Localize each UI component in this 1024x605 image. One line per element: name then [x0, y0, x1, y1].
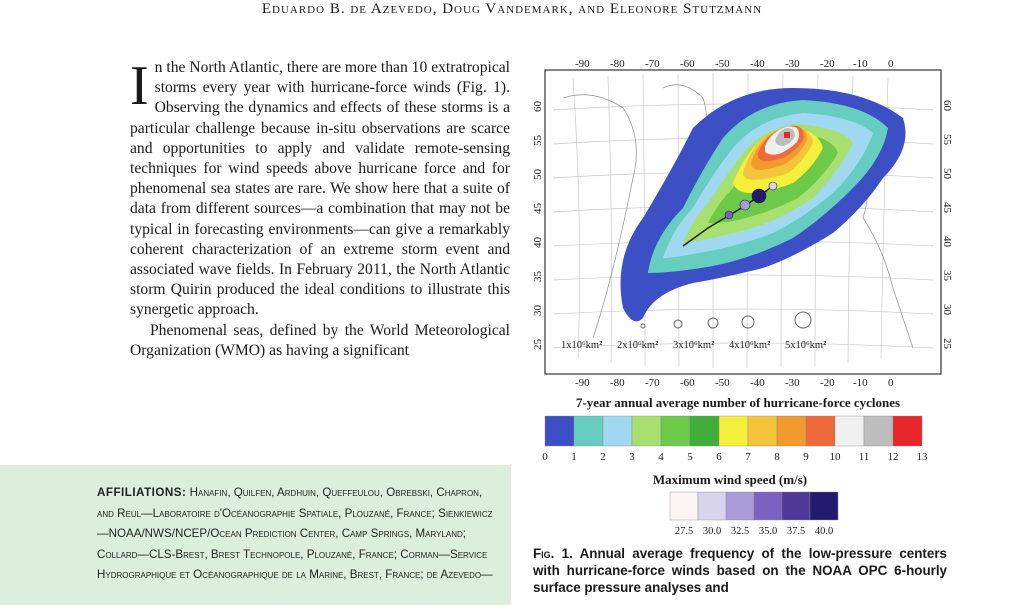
wind-tick: 40.0 — [814, 526, 834, 537]
paragraph-1-text: n the North Atlantic, there are more than 10 extratropical storms every year with hurricane-force winds (Fig. 1). Observing the dynamics and effects of these storms is a particular challenge because in-situ observations are scarce and opportunities to apply and validate remote-sensing techniques for wind speeds above hurricane force and for phenomenal sea states are rare. We show here that a suite of data from different sources—a combination that may not be typical in forecasting environments—can give a remarkably coherent characterization of an extreme storm event and associated wave fields. In February 2011, the North Atlantic storm Quirin produced the ideal conditions to illustrate this synergetic approach. — [130, 59, 510, 319]
colorbar-tick: 1 — [571, 451, 577, 463]
colorbar-tick: 2 — [600, 451, 606, 463]
size-legend-label: 1x10⁶km² — [561, 340, 603, 351]
figure-caption-text: Annual average frequency of the low-pressure centers with hurricane-force winds based on the NOAA OPC 6-hourly surface pressure analyses and — [533, 546, 947, 595]
lon-label: -90 — [575, 58, 590, 70]
lon-label: -90 — [575, 377, 590, 389]
wind-tick: 35.0 — [758, 526, 778, 537]
colorbar-tick: 11 — [858, 451, 870, 463]
wind-swatch — [754, 492, 782, 520]
lat-label: 30 — [532, 305, 544, 316]
colorbar-tick: 10 — [829, 451, 841, 463]
wind-legend-title: Maximum wind speed (m/s) — [652, 472, 808, 487]
lat-label: 40 — [532, 237, 544, 248]
lon-label: -60 — [680, 377, 695, 389]
cyclone-frequency-map — [533, 58, 953, 388]
colorbar-title: 7-year annual average number of hurricane-force cyclones — [575, 395, 901, 410]
lon-label: -70 — [645, 58, 660, 70]
figure-label: Fig. 1. — [533, 546, 573, 561]
size-legend-label: 5x10⁶km² — [785, 340, 827, 351]
colorbar-swatch — [661, 416, 690, 446]
lat-label: 60 — [532, 101, 544, 112]
lon-labels-bottom — [575, 377, 894, 389]
affiliations-box — [0, 465, 511, 605]
colorbar-swatch — [893, 416, 922, 446]
colorbar-swatch — [835, 416, 864, 446]
wind-tick: 37.5 — [786, 526, 806, 537]
author-line: Eduardo B. de Azevedo, Doug Vandemark, and Eleonore Stutzmann — [261, 1, 763, 17]
size-legend-label: 4x10⁶km² — [729, 340, 771, 351]
colorbar-tick: 4 — [658, 451, 664, 463]
lon-label: -30 — [785, 58, 800, 70]
colorbar-tick: 3 — [629, 451, 635, 463]
lat-label: 45 — [941, 202, 953, 213]
lat-label: 35 — [941, 270, 953, 281]
colorbar-tick: 5 — [687, 451, 693, 463]
lon-label: -40 — [750, 58, 765, 70]
colorbar-tick: 9 — [803, 451, 809, 463]
colorbar-swatch — [632, 416, 661, 446]
lon-label: -10 — [853, 377, 868, 389]
lat-labels-right — [941, 100, 953, 350]
paragraph-2: Phenomenal seas, defined by the World Meteorological Organization (WMO) as having a significant — [130, 321, 510, 359]
colorbar-swatch — [777, 416, 806, 446]
size-legend-labels — [561, 340, 826, 351]
lat-label: 35 — [532, 271, 544, 282]
lat-label: 25 — [941, 338, 953, 349]
colorbar-tick: 13 — [916, 451, 928, 463]
drop-cap: I — [130, 55, 149, 117]
wind-swatch — [698, 492, 726, 520]
lat-label: 30 — [941, 304, 953, 315]
lat-label: 25 — [532, 339, 544, 350]
lon-label: -80 — [610, 58, 625, 70]
colorbar-swatch — [748, 416, 777, 446]
affiliations-body: Hanafin, Quilfen, Ardhuin, Queffeulou, Obrebski, Chapron, and Reul—Laboratoire d'Océanographie Spatiale, Plouzané, France; Sienkiewicz—NOAA/NWS/NCEP/Ocean Prediction Center, Camp Springs, Maryland; Collard—CLS-Brest, Brest Technopole, Plouzané, France; Corman—Service Hydrographique et Océanographique de la Marine, Brest, France; de Azevedo— — [97, 486, 493, 581]
colorbar-swatch — [574, 416, 603, 446]
colorbar-swatch — [864, 416, 893, 446]
colorbar-tick: 8 — [774, 451, 780, 463]
wind-swatch — [782, 492, 810, 520]
figure-caption — [533, 545, 947, 596]
lon-label: -10 — [853, 58, 868, 70]
lat-label: 50 — [532, 169, 544, 180]
colorbar-swatch — [545, 416, 574, 446]
lat-label: 45 — [532, 203, 544, 214]
colorbar-tick: 0 — [542, 451, 548, 463]
lon-label: -60 — [680, 58, 695, 70]
colorbar-tick: 7 — [745, 451, 751, 463]
lat-label: 55 — [532, 135, 544, 146]
lon-label: -50 — [715, 377, 730, 389]
wind-tick: 32.5 — [730, 526, 750, 537]
affiliations-heading: AFFILIATIONS: — [97, 486, 187, 499]
colorbar-swatch — [806, 416, 835, 446]
lat-label: 40 — [941, 236, 953, 247]
paragraph-1 — [130, 55, 510, 321]
lon-label: -20 — [820, 58, 835, 70]
wind-swatch — [810, 492, 838, 520]
size-legend-label: 3x10⁶km² — [673, 340, 715, 351]
lon-labels-top — [575, 58, 894, 70]
colorbar-tick: 12 — [887, 451, 899, 463]
lon-label: 0 — [888, 58, 894, 70]
lat-label: 60 — [941, 100, 953, 111]
frequency-colorbar — [533, 412, 943, 464]
article-body — [130, 55, 510, 361]
colorbar-swatch — [690, 416, 719, 446]
colorbar-swatch — [719, 416, 748, 446]
wind-speed-legend — [660, 490, 834, 540]
lon-label: -30 — [785, 377, 800, 389]
lon-label: -70 — [645, 377, 660, 389]
colorbar-tick: 6 — [716, 451, 722, 463]
lat-label: 50 — [941, 168, 953, 179]
lon-label: -80 — [610, 377, 625, 389]
lon-label: 0 — [888, 377, 894, 389]
wind-tick: 27.5 — [674, 526, 694, 537]
lat-labels-left — [532, 101, 544, 351]
size-legend-label: 2x10⁶km² — [617, 340, 659, 351]
lon-label: -50 — [715, 58, 730, 70]
lon-label: -40 — [750, 377, 765, 389]
colorbar-swatch — [603, 416, 632, 446]
lat-label: 55 — [941, 134, 953, 145]
wind-swatch — [670, 492, 698, 520]
wind-tick: 30.0 — [702, 526, 722, 537]
wind-swatch — [726, 492, 754, 520]
affiliations-text — [97, 483, 497, 586]
lon-label: -20 — [820, 377, 835, 389]
